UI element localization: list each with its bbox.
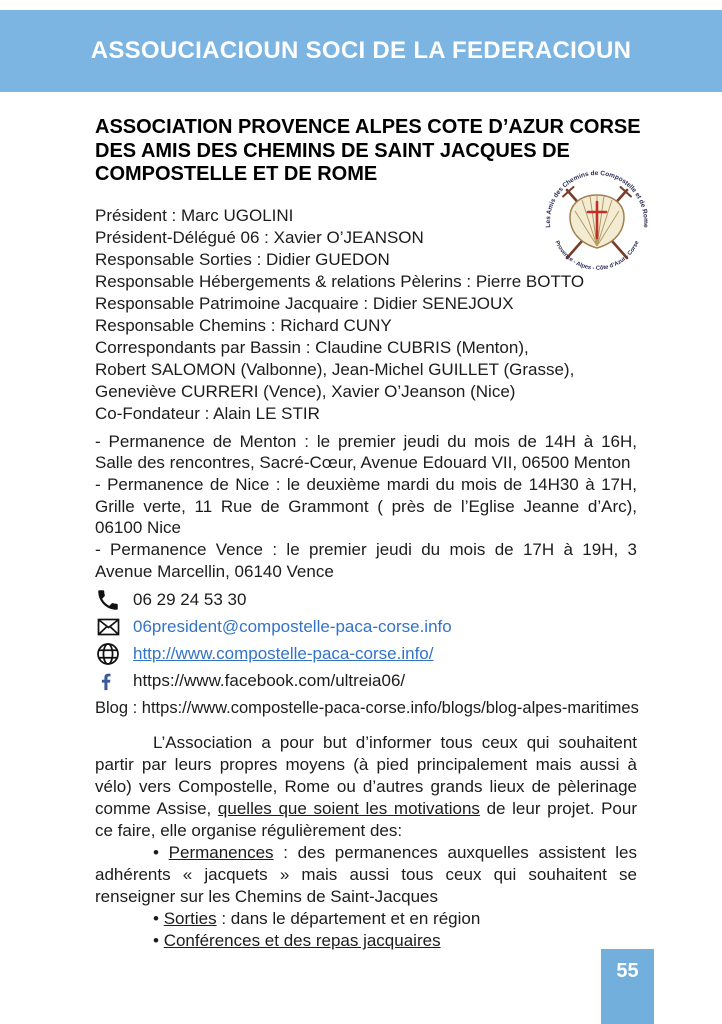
envelope-icon [95,615,133,639]
bullet-lead: Sorties [163,909,217,929]
blog-row [95,699,637,718]
email-row [95,613,637,640]
logo-bottom-arc-text: Provence - Alpes - Côte d’Azur - Corse [553,240,641,272]
email-link[interactable]: 06president@compostelle-paca-corse.info [133,616,452,636]
phone-row [95,586,637,613]
website-row [95,640,637,667]
blog-label: Blog : [95,699,138,718]
bullet-list [95,842,637,952]
page-header-banner: ASSOUCIACIOUN SOCI DE LA FEDERACIOUN [0,10,722,92]
bullet-lead: Conférences et des repas jacquaires [163,931,441,951]
role-line: Responsable Sorties : Didier GUEDON [95,249,390,269]
association-logo [537,166,657,278]
blog-link[interactable]: https://www.compostelle-paca-corse.info/blogs/blog-alpes-maritimes [141,699,639,718]
phone-icon [95,587,133,613]
phone-number: 06 29 24 53 30 [133,589,247,609]
about-underlined-phrase: quelles que soient les motivations [217,799,480,819]
permanence-item: - Permanence Vence : le premier jeudi du mois de 17H à 19H, 3 Avenue Marcellin, 06140 Vence [95,540,637,581]
about-paragraph [95,732,637,842]
permanence-item: - Permanence de Menton : le premier jeudi du mois de 14H à 16H, Salle des rencontres, Sacré-Cœur, Avenue Edouard VII, 06500 Menton [95,431,637,473]
globe-icon [95,641,133,667]
bullet-item [95,842,637,908]
title-line: COMPOSTELLE ET DE ROME [95,163,378,185]
bullet-lead: Permanences [168,843,274,863]
contacts-section [95,586,637,718]
role-line: Responsable Chemins : Richard CUNY [95,315,392,335]
permanences-section [95,431,637,583]
facebook-icon [95,668,133,694]
about-text: de leur projet. Pour ce faire, elle organise régulièrement des: [95,799,637,841]
bullet-item [95,908,637,930]
role-line: Président-Délégué 06 : Xavier O’JEANSON [95,227,424,247]
role-line: Responsable Hébergements & relations Pèlerins : Pierre BOTTO [95,271,585,291]
permanence-item: - Permanence de Nice : le deuxième mardi du mois de 14H30 à 17H, Grille verte, 11 Rue de Grammont ( près de l’Eglise Jeanne d’Arc), 06100 Nice [95,474,637,538]
website-link[interactable]: http://www.compostelle-paca-corse.info/ [133,643,434,663]
role-line: Correspondants par Bassin : Claudine CUBRIS (Menton), [95,337,529,357]
logo-top-arc-text: Les Amis des Chemins de Compostelle et de Rome [544,169,650,228]
bullet-item [95,930,637,952]
bullet-marker: • [153,909,159,929]
title-line: DES AMIS DES CHEMINS DE SAINT JACQUES DE [95,139,570,162]
page-number: 55 [616,960,639,982]
role-line: Co-Fondateur : Alain LE STIR [95,403,320,423]
role-line: Geneviève CURRERI (Vence), Xavier O’Jeanson (Nice) [95,381,516,401]
role-line: Robert SALOMON (Valbonne), Jean-Michel GUILLET (Grasse), [95,359,575,379]
bullet-text: : dans le département et en région [216,909,481,929]
facebook-row [95,667,637,694]
bullet-marker: • [153,843,159,863]
about-text: L’Association a pour but d’informer tous ceux qui souhaitent partir par leurs propres moyens (à pied principalement mais aussi à vélo) vers Compostelle, Rome ou d’autres grands lieux de pèlerinage comme Assise, [95,733,637,819]
role-line: Président : Marc UGOLINI [95,205,294,225]
role-line: Responsable Patrimoine Jacquaire : Didier SENEJOUX [95,293,514,313]
bullet-marker: • [153,931,159,951]
facebook-link[interactable]: https://www.facebook.com/ultreia06/ [133,670,406,690]
bullet-text: : des permanences auxquelles assistent les adhérents « jacquets » mais aussi tous ceux qui souhaitent se renseigner sur les Chemins de Saint-Jacques [95,843,637,907]
title-line: ASSOCIATION PROVENCE ALPES COTE D’AZUR CORSE [95,116,641,138]
page-number-box [601,949,654,1024]
